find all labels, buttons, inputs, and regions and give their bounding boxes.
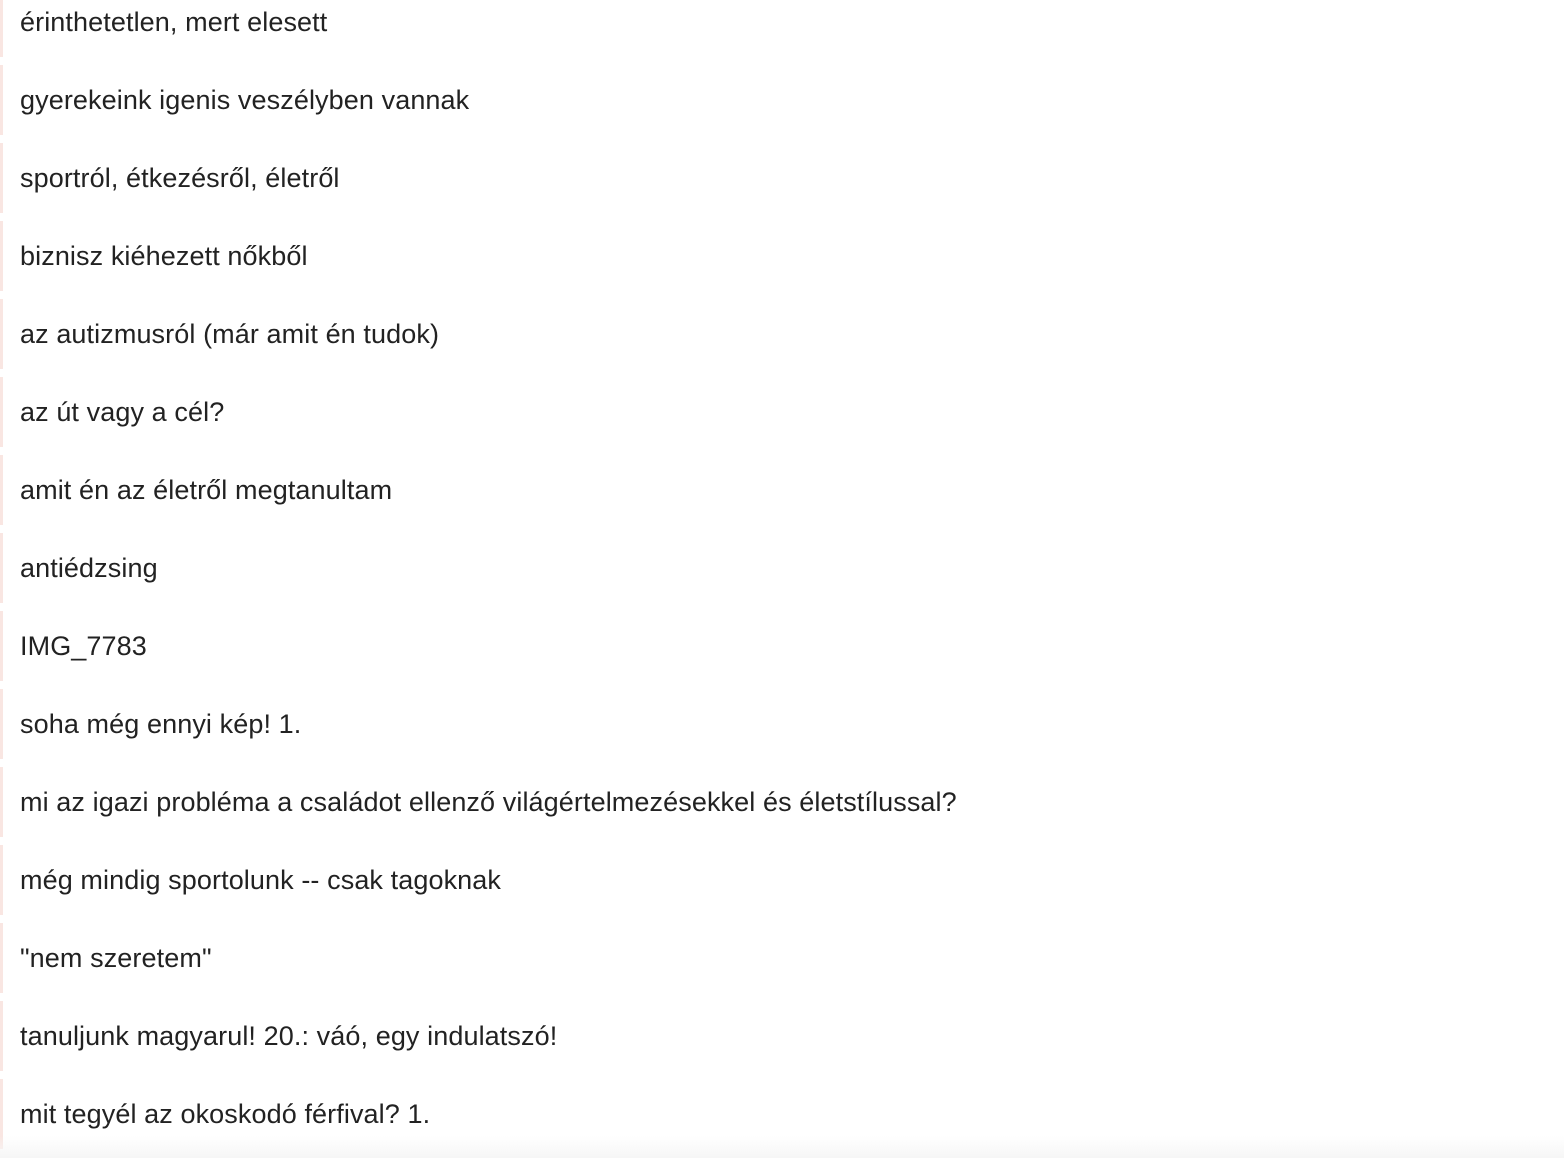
list-item [0,451,1564,529]
post-title-link[interactable]: az autizmusról (már amit én tudok) [20,318,440,349]
list-item [0,529,1564,607]
list-item [0,919,1564,997]
bottom-fade-divider [0,1136,1564,1158]
list-item [0,217,1564,295]
list-item [0,0,1564,61]
list-item [0,295,1564,373]
post-title-link[interactable]: sportról, étkezésről, életről [20,162,340,193]
list-item [0,607,1564,685]
list-item [0,763,1564,841]
post-title-link[interactable]: az út vagy a cél? [20,396,225,427]
post-title-link[interactable]: még mindig sportolunk -- csak tagoknak [20,864,502,895]
list-item [0,139,1564,217]
list-item [0,373,1564,451]
post-title-link[interactable]: mi az igazi probléma a családot ellenző világértelmezésekkel és életstílussal? [20,786,957,817]
list-item [0,841,1564,919]
post-title-link[interactable]: IMG_7783 [20,630,147,661]
post-title-link[interactable]: biznisz kiéhezett nőkből [20,240,308,271]
list-item [0,685,1564,763]
post-title-link[interactable]: érinthetetlen, mert elesett [20,6,328,37]
post-title-link[interactable]: "nem szeretem" [20,942,212,973]
post-title-link[interactable]: gyerekeink igenis veszélyben vannak [20,84,470,115]
post-title-link[interactable]: mit tegyél az okoskodó férfival? 1. [20,1098,431,1129]
list-item [0,61,1564,139]
post-title-link[interactable]: soha még ennyi kép! 1. [20,708,302,739]
post-title-link[interactable]: amit én az életről megtanultam [20,474,393,505]
post-title-link[interactable]: tanuljunk magyarul! 20.: váó, egy indulatszó! [20,1020,558,1051]
post-title-link[interactable]: antiédzsing [20,552,158,583]
list-item [0,997,1564,1075]
